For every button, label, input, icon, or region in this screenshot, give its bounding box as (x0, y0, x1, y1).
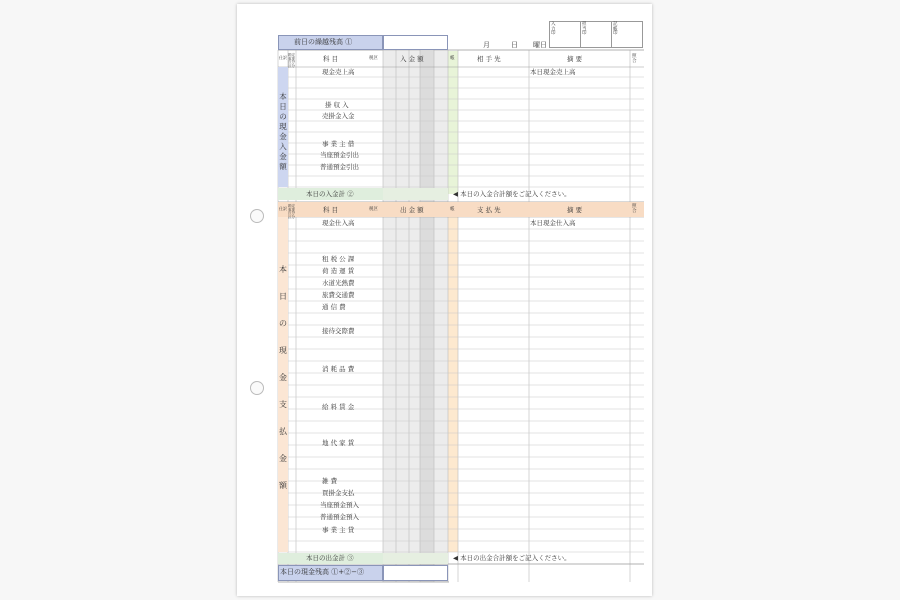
col-ledger: 帳 (450, 56, 455, 61)
ledger-grid (237, 4, 652, 596)
stamp-bookkeeping: 記帳印 (613, 22, 618, 36)
col-subject-note: 税区 (369, 56, 378, 61)
col-memo: 摘 要 (567, 206, 583, 214)
expense-label-char: 本 (279, 265, 287, 274)
col-payee: 支 払 先 (477, 206, 501, 214)
expense-total-note: ◀ 本日の出金合計額をご記入ください。 (453, 554, 571, 562)
expense-item: 接待交際費 (322, 327, 355, 335)
income-item: 売掛金入金 (322, 112, 355, 120)
expense-item: 当座預金預入 (320, 501, 359, 509)
col-partner: 相 手 先 (477, 55, 501, 63)
prev-balance-amount[interactable] (383, 35, 448, 50)
income-item: 現金売上高 (322, 68, 355, 76)
balance-amount[interactable] (383, 565, 448, 581)
stamp-box (549, 21, 643, 48)
expense-item: 荷 造 運 賃 (322, 267, 355, 275)
income-vertical-label: 本日の現金入金額 (279, 92, 287, 171)
date-weekday: 曜日 (533, 41, 547, 49)
date-day: 日 (511, 41, 518, 49)
binder-hole-top (250, 209, 264, 223)
income-total-note: ◀ 本日の入金合計額をご記入ください。 (453, 190, 571, 198)
col-check: 照合 (632, 204, 637, 214)
income-item: 当座預金引出 (320, 151, 359, 159)
income-item: 掛 収 入 (325, 101, 349, 109)
col-income-amount: 入 金 額 (400, 55, 424, 63)
col-subcodes: 勘定 事業 区分 区分 (288, 53, 295, 68)
col-check: 照合 (632, 54, 637, 64)
col-subcodes: 勘定 事業 区分 区分 (288, 204, 295, 219)
expense-item: 地 代 家 賃 (322, 439, 355, 447)
expense-label-char: 支 (279, 400, 287, 409)
expense-item: 消 耗 品 費 (322, 365, 355, 373)
balance-label: 本日の現金残高 ①+②−③ (280, 568, 364, 576)
col-subject-note: 税区 (369, 207, 378, 212)
expense-label-char: 払 (279, 427, 287, 436)
col-memo: 摘 要 (567, 55, 583, 63)
income-item: 事 業 主 借 (322, 140, 355, 148)
expense-item: 買掛金支払 (322, 489, 355, 497)
prev-balance-label: 前日の繰越残高 ① (294, 38, 353, 46)
expense-item: 事 業 主 貸 (322, 526, 355, 534)
expense-item: 普通預金預入 (320, 513, 359, 521)
ledger-sheet (237, 4, 652, 596)
col-ledger: 帳 (450, 207, 455, 212)
expense-item: 通 信 費 (322, 303, 346, 311)
income-item: 普通預金引出 (320, 163, 359, 171)
expense-item: 現金仕入高 (322, 219, 355, 227)
expense-label-char: 金 (279, 454, 287, 463)
expense-memo: 本日現金仕入高 (530, 219, 576, 227)
binder-hole-bottom (250, 381, 264, 395)
income-memo: 本日現金売上高 (530, 68, 576, 76)
income-total-label: 本日の入金計 ② (306, 190, 354, 198)
expense-item: 給 料 賃 金 (322, 403, 355, 411)
expense-label-char: 金 (279, 373, 287, 382)
col-expense-amount: 出 金 額 (400, 206, 424, 214)
expense-item: 雑 費 (322, 477, 338, 485)
expense-total-label: 本日の出金計 ③ (306, 554, 354, 562)
expense-label-char: 現 (279, 346, 287, 355)
col-code: 仕訳 (279, 206, 287, 211)
stamp-input: 入力印 (551, 22, 556, 36)
expense-label-char: 日 (279, 292, 287, 301)
expense-label-char: の (279, 319, 287, 328)
expense-label-char: 額 (279, 481, 287, 490)
stamp-staff: 担当印 (582, 22, 587, 36)
expense-item: 旅費交通費 (322, 291, 355, 299)
expense-item: 水道光熱費 (322, 279, 355, 287)
col-subject: 科 目 (323, 55, 339, 63)
col-code: 仕訳 (279, 55, 287, 60)
col-subject: 科 目 (323, 206, 339, 214)
expense-item: 租 税 公 課 (322, 255, 355, 263)
date-month: 月 (483, 41, 490, 49)
